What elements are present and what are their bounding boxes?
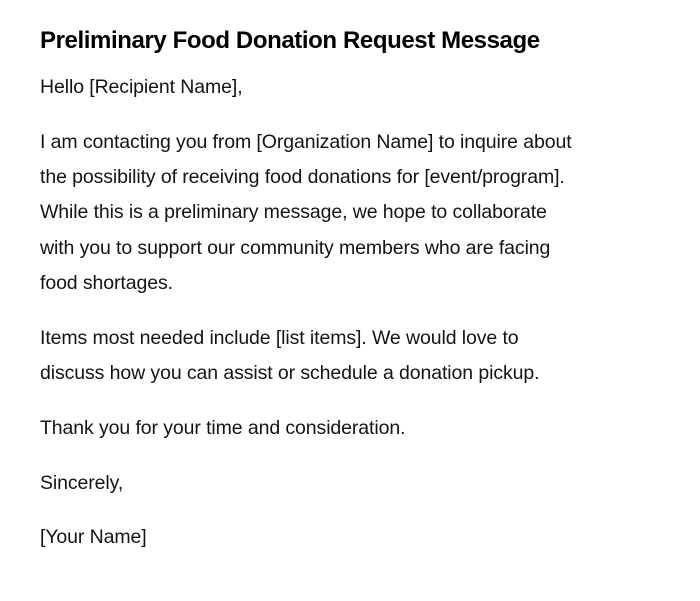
text-line: I am contacting you from [Organization Name] to inquire about [40,130,572,153]
text-line: food shortages. [40,271,173,294]
text-line: the possibility of receiving food donations for [event/program]. [40,166,565,189]
signature: [Your Name] [40,526,147,549]
text-line: Items most needed include [list items]. We would love to [40,326,519,349]
document-title: Preliminary Food Donation Request Message [40,27,540,54]
text-line: with you to support our community members who are facing [40,236,551,259]
closing: Sincerely, [40,471,124,494]
body-paragraph-items [40,321,650,392]
greeting: Hello [Recipient Name], [40,76,243,98]
text-line: While this is a preliminary message, we hope to collaborate [40,201,547,224]
body-paragraph-intro [40,125,650,301]
thanks-line: Thank you for your time and consideration. [40,416,406,439]
text-line: discuss how you can assist or schedule a donation pickup. [40,362,540,385]
letter-document [40,24,650,575]
